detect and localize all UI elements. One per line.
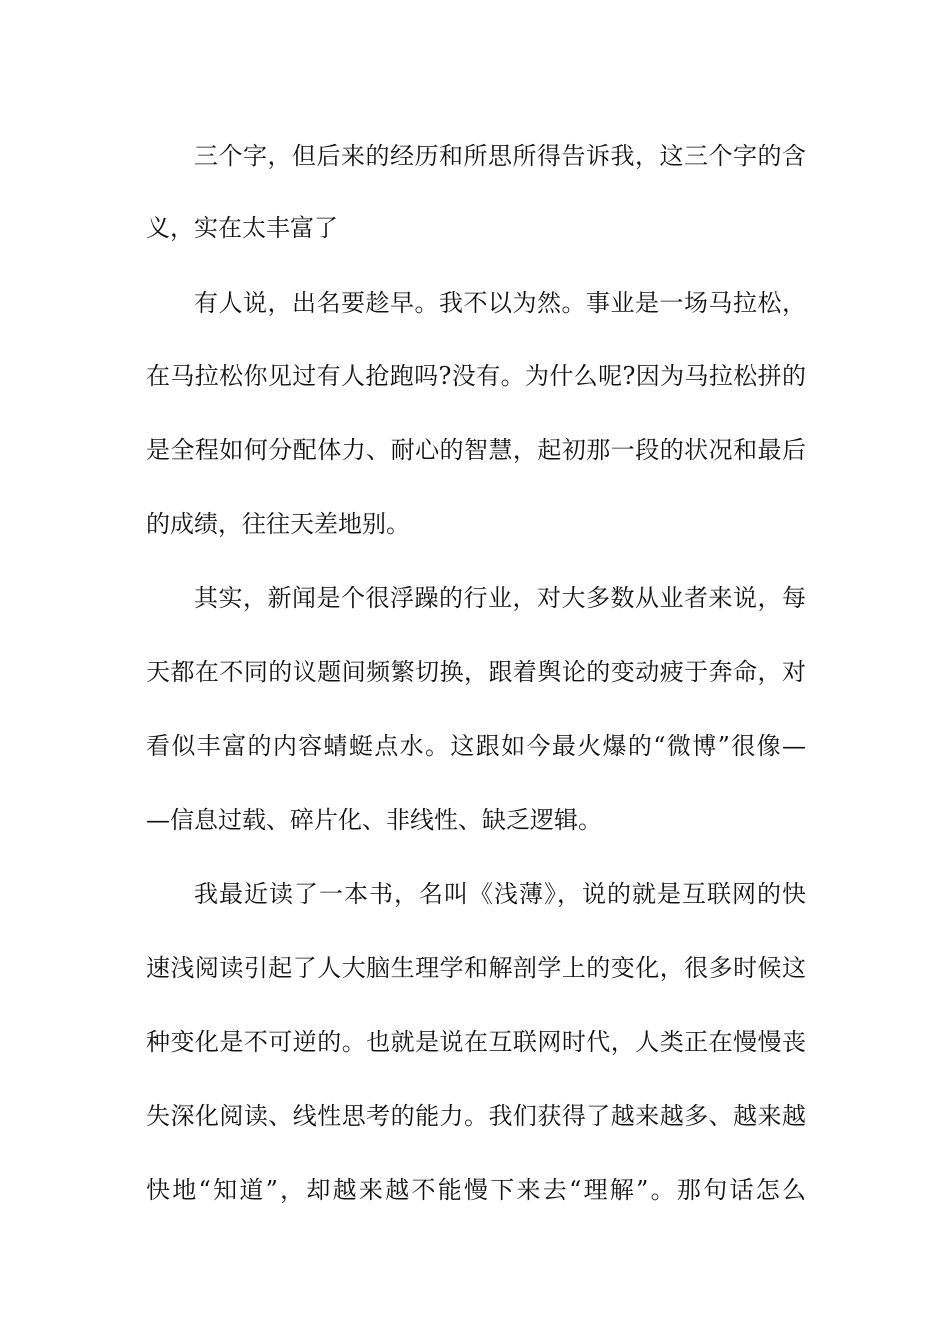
paragraph-1-line-1: 三个字，但后来的经历和所思所得告诉我，这三个字的含 xyxy=(194,142,806,170)
paragraph-2-line-4: 的成绩，往往天差地别。 xyxy=(146,510,410,538)
paragraph-4-line-5: 快地“知道”，却越来越不能慢下来去“理解”。那句话怎么 xyxy=(146,1176,806,1204)
paragraph-4-line-3: 种变化是不可逆的。也就是说在互联网时代，人类正在慢慢丧 xyxy=(146,1028,806,1056)
paragraph-3-line-1: 其实，新闻是个很浮躁的行业，对大多数从业者来说，每 xyxy=(194,584,806,612)
paragraph-3-line-4: —信息过载、碎片化、非线性、缺乏逻辑。 xyxy=(146,806,602,834)
paragraph-2-line-3: 是全程如何分配体力、耐心的智慧，起初那一段的状况和最后 xyxy=(146,436,806,464)
paragraph-4-line-2: 速浅阅读引起了人大脑生理学和解剖学上的变化，很多时候这 xyxy=(146,954,806,982)
paragraph-3-line-2: 天都在不同的议题间频繁切换，跟着舆论的变动疲于奔命，对 xyxy=(146,658,806,686)
paragraph-1-line-2: 义，实在太丰富了 xyxy=(146,214,338,242)
paragraph-4-line-4: 失深化阅读、线性思考的能力。我们获得了越来越多、越来越 xyxy=(146,1102,806,1130)
paragraph-2-line-2: 在马拉松你见过有人抢跑吗?没有。为什么呢?因为马拉松拼的 xyxy=(146,362,806,390)
paragraph-4-line-1: 我最近读了一本书，名叫《浅薄》，说的就是互联网的快 xyxy=(194,880,806,908)
paragraph-3-line-3: 看似丰富的内容蜻蜓点水。这跟如今最火爆的“微博”很像— xyxy=(146,732,806,760)
paragraph-2-line-1: 有人说，出名要趁早。我不以为然。事业是一场马拉松， xyxy=(194,289,806,317)
